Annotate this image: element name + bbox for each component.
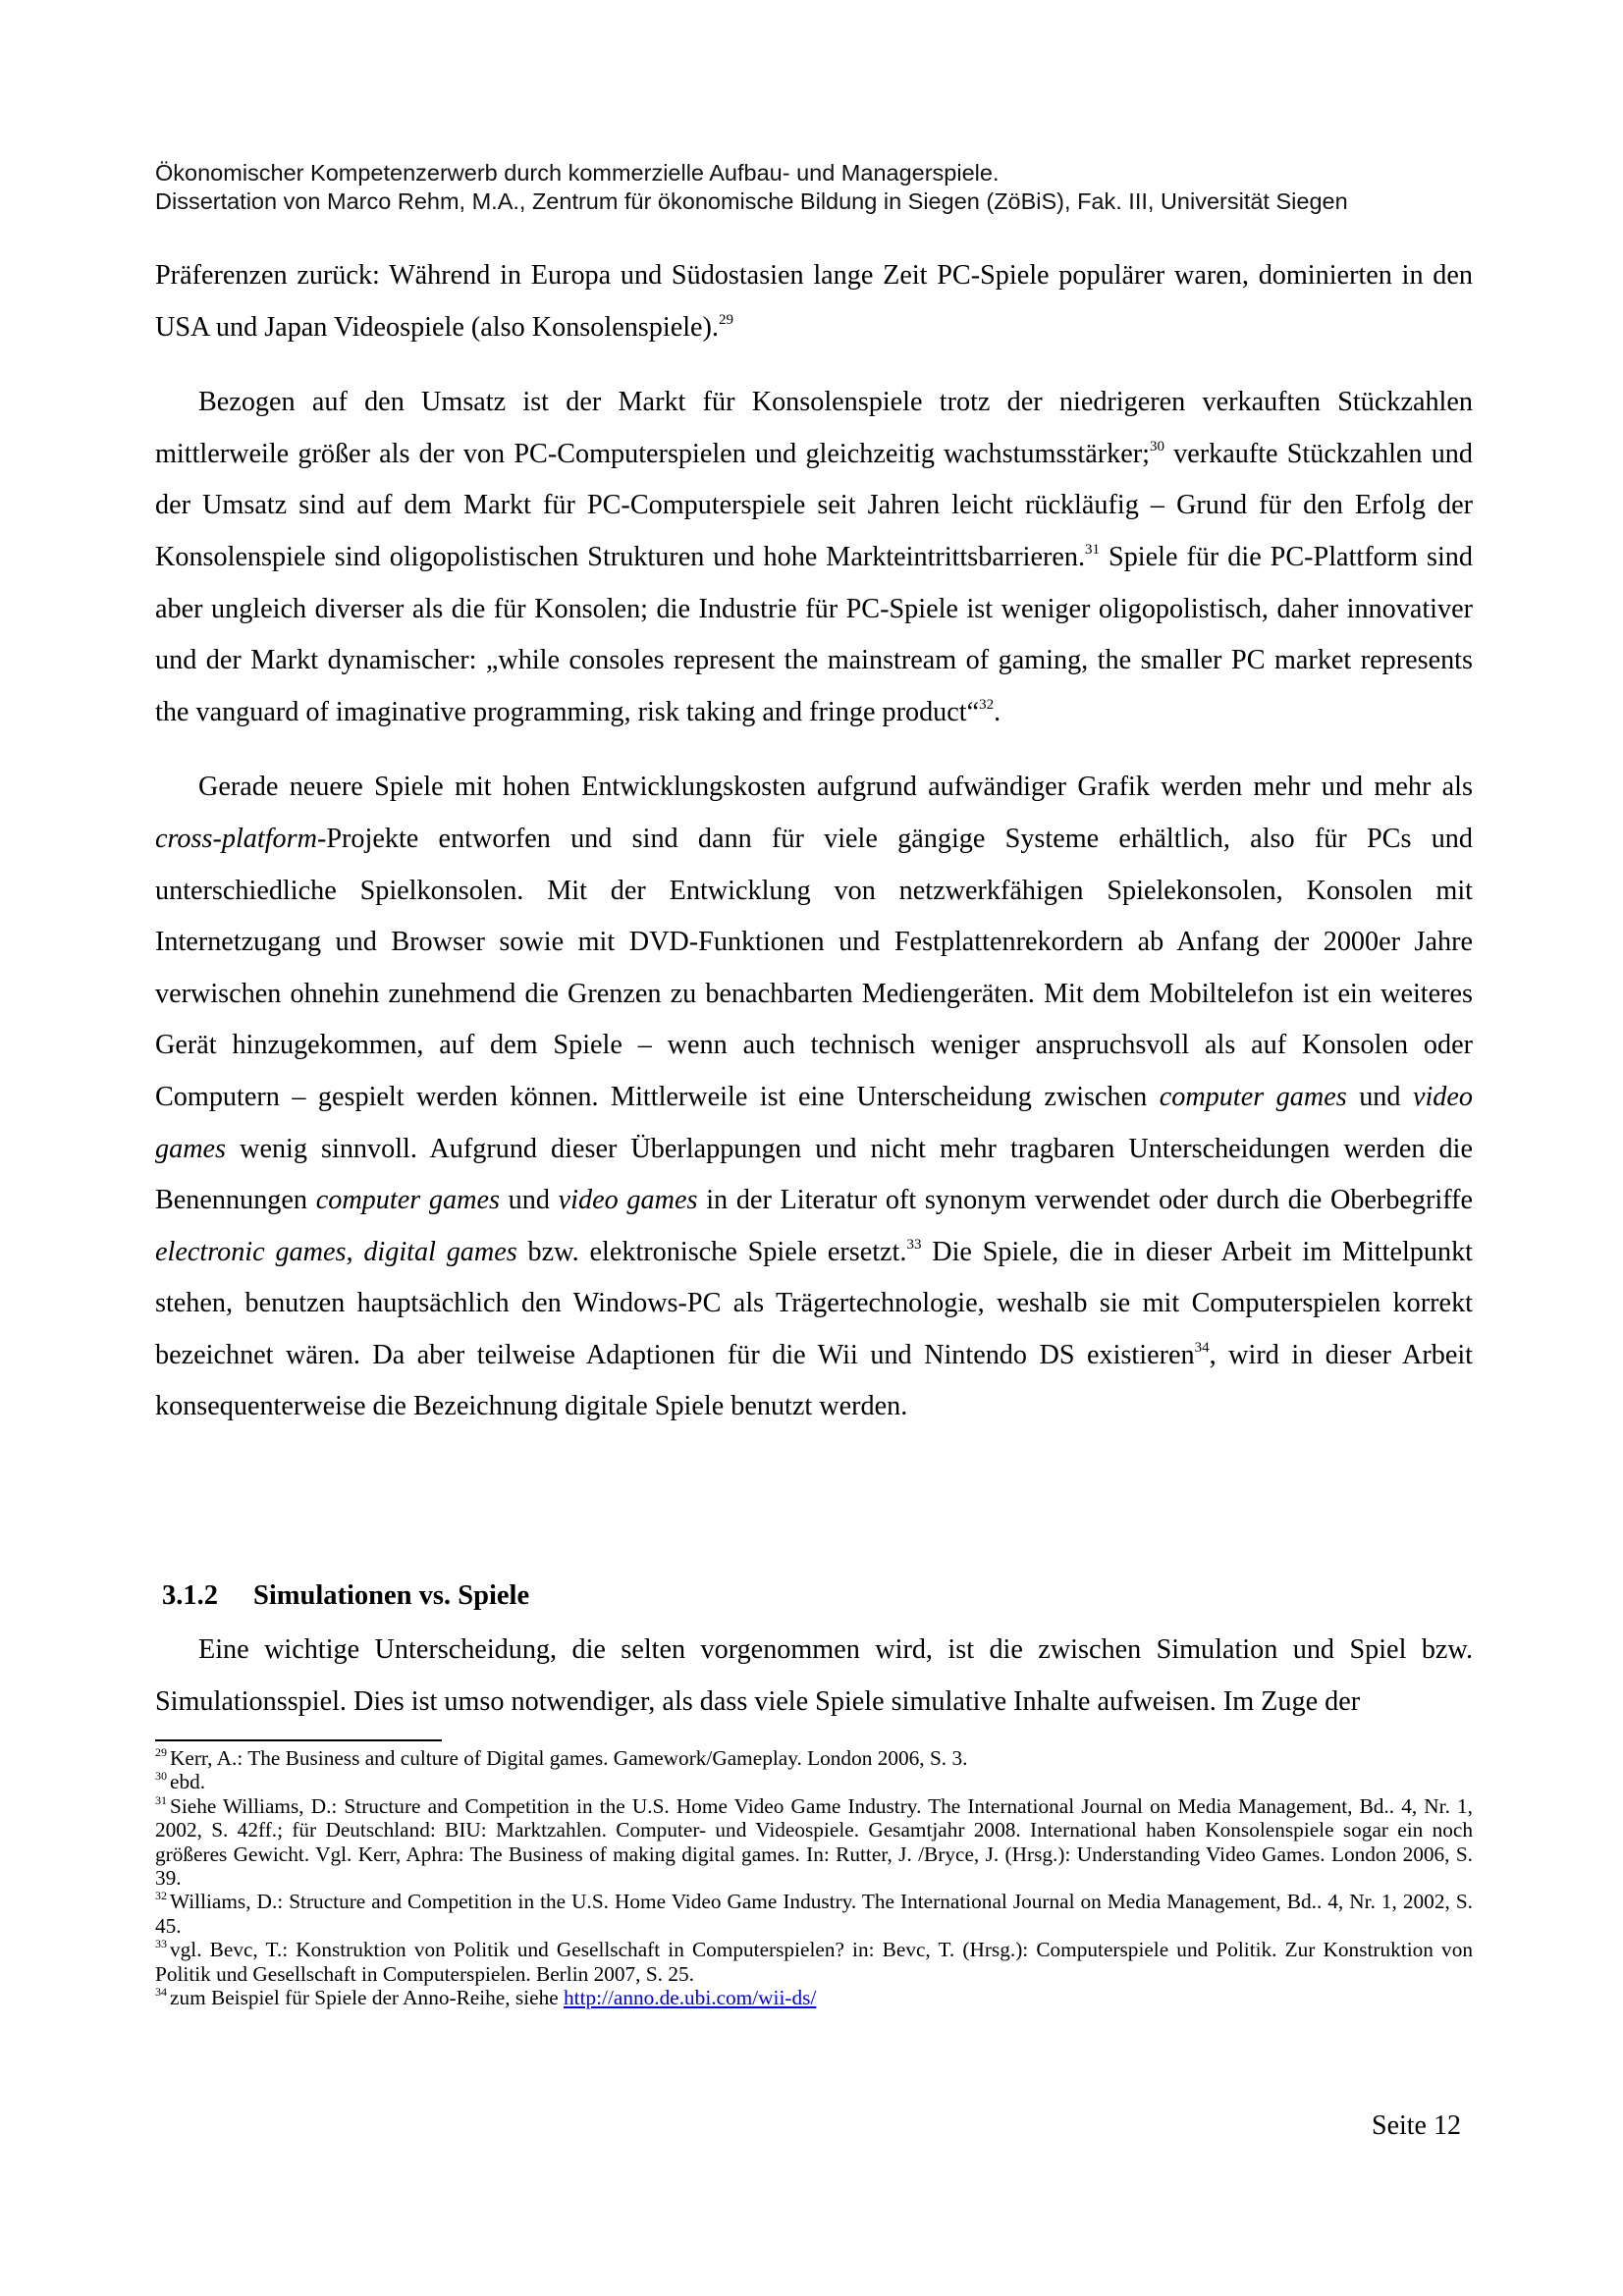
footnote-ref[interactable]: 29 (718, 311, 733, 328)
section-title: Simulationen vs. Spiele (253, 1580, 530, 1611)
section-paragraph: Eine wichtige Unterscheidung, die selten vorgenommen wird, ist die zwischen Simulation und Spiel bzw. Simulationsspiel. Dies ist umso notwendiger, als dass viele Spiele simulative Inhalte aufweisen. Im Zuge der (155, 1634, 1473, 1717)
section-number: 3.1.2 (162, 1580, 218, 1611)
header-author-line: Dissertation von Marco Rehm, M.A., Zentrum für ökonomische Bildung in Siegen (ZöBiS), Fak. III, Universität Siegen (155, 188, 1348, 214)
footnote-ref[interactable]: 30 (1149, 438, 1164, 454)
footnotes (155, 1746, 1473, 2009)
page-number: Seite 12 (1372, 2110, 1461, 2141)
footnote-ref[interactable]: 32 (979, 696, 995, 713)
section-body (155, 1625, 1473, 1728)
italic-term: electronic games, digital games (155, 1236, 517, 1267)
paragraph-1: Präferenzen zurück: Während in Europa und Südostasien lange Zeit PC-Spiele populärer waren, dominierten in den USA und Japan Videospiele (also Konsolenspiele).$^{29}$ (155, 260, 1473, 343)
footnote-separator (155, 1739, 442, 1741)
footnote-31: $^{31}$ Siehe Williams, D.: Structure and Competition in the U.S. Home Video Game Industry. The International Journal on Media Management, Bd.. 4, Nr. 1, 2002, S. 42ff.; für Deutschland: BIU: Marktzahlen. Computer- und Videospiele. Gesamtjahr 2008. International haben Konsolenspiele sogar ein noch größeres Gewicht. Vgl. Kerr, Aphra: The Business of making digital games. In: Rutter, J. /Bryce, J. (Hrsg.): Understanding Video Games. London 2006, S. 39. (155, 1792, 1473, 1891)
footnote-ref[interactable]: 33 (906, 1236, 922, 1253)
italic-term: computer games (1159, 1081, 1347, 1112)
italic-term: computer games (315, 1185, 500, 1216)
running-header (155, 159, 1481, 216)
footnote-29: $^{29}$ Kerr, A.: The Business and culture of Digital games. Gamework/Gameplay. London 2006, S. 3. (155, 1745, 968, 1770)
paragraph-3: Gerade neuere Spiele mit hohen Entwicklungskosten aufgrund aufwändiger Grafik werden mehr und mehr als cross-platform-Projekte entworfen und sind dann für viele gängige Systeme erhältlich, also für PCs und unterschiedliche Spielkonsolen. Mit der Entwicklung von netzwerkfähigen Spielekonsolen, Konsolen mit Internetzugang und Browser sowie mit DVD-Funktionen und Festplattenrekordern ab Anfang der 2000er Jahre verwischen ohnehin zunehmend die Grenzen zu benachbarten Mediengeräten. Mit dem Mobiltelefon ist ein weiteres Gerät hinzugekommen, auf dem Spiele – wenn auch technisch weniger anspruchsvoll als auf Konsolen oder Computern – gespielt werden können. Mittlerweile ist eine Unterscheidung zwischen computer games und video games wenig sinnvoll. Aufgrund dieser Überlappungen und nicht mehr tragbaren Unterscheidungen werden die Benennungen computer games und video games in der Literatur oft synonym verwendet oder durch die Oberbegriffe electronic games, digital games bzw. elektronische Spiele ersetzt.$^{33}$ Die Spiele, die in dieser Arbeit im Mittelpunkt stehen, benutzen hauptsächlich den Windows-PC als Trägertechnologie, weshalb sie mit Computerspielen korrekt bezeichnet wären. Da aber teilweise Adaptionen für die Wii und Nintendo DS existieren$^{34}$, wird in dieser Arbeit konsequenterweise die Bezeichnung digitale Spiele benutzt werden. (155, 772, 1474, 1422)
body-text (155, 250, 1473, 1433)
footnote-ref[interactable]: 31 (1085, 541, 1101, 558)
paragraph-2: Bezogen auf den Umsatz ist der Markt für Konsolenspiele trotz der niedrigeren verkauften Stückzahlen mittlerweile größer als der von PC-Computerspielen und gleichzeitig wachstumsstärker;$^{30}$ verkaufte Stückzahlen und der Umsatz sind auf dem Markt für PC-Computerspiele seit Jahren leicht rückläufig – Grund für den Erfolg der Konsolenspiele sind oligopolistischen Strukturen und hohe Markteintrittsbarrieren.$^{31}$ Spiele für die PC-Plattform sind aber ungleich diverser als die für Konsolen; die Industrie für PC-Spiele ist weniger oligopolistisch, daher innovativer und der Markt dynamischer: „while consoles represent the mainstream of gaming, the smaller PC market represents the vanguard of imaginative programming, risk taking and fringe product“$^{32}$. (155, 387, 1473, 727)
italic-term: video games (558, 1185, 698, 1216)
footnote-30: $^{30}$ ebd. (155, 1769, 206, 1794)
footnote-32: $^{32}$ Williams, D.: Structure and Competition in the U.S. Home Video Game Industry. The International Journal on Media Management, Bd.. 4, Nr. 1, 2002, S. 45. (155, 1889, 1473, 1938)
anno-wii-ds-link[interactable]: http://anno.de.ubi.com/wii-ds/ (564, 1986, 817, 2010)
header-title-line: Ökonomischer Kompetenzerwerb durch kommerzielle Aufbau- und Managerspiele. (155, 160, 1000, 186)
footnote-ref[interactable]: 34 (1194, 1339, 1210, 1356)
italic-term: video games (155, 1081, 1474, 1164)
section-heading (162, 1578, 529, 1614)
footnote-34: $^{34}$ zum Beispiel für Spiele der Anno-Reihe, siehe http://anno.de.ubi.com/wii-ds/ (155, 1985, 817, 2010)
footnote-33: $^{33}$ vgl. Bevc, T.: Konstruktion von Politik und Gesellschaft in Computerspielen? in: Bevc, T. (Hrsg.): Computerspiele und Politik. Zur Konstruktion von Politik und Gesellschaft in Computerspielen. Berlin 2007, S. 25. (155, 1937, 1473, 1986)
italic-term: cross-platform (155, 823, 317, 854)
